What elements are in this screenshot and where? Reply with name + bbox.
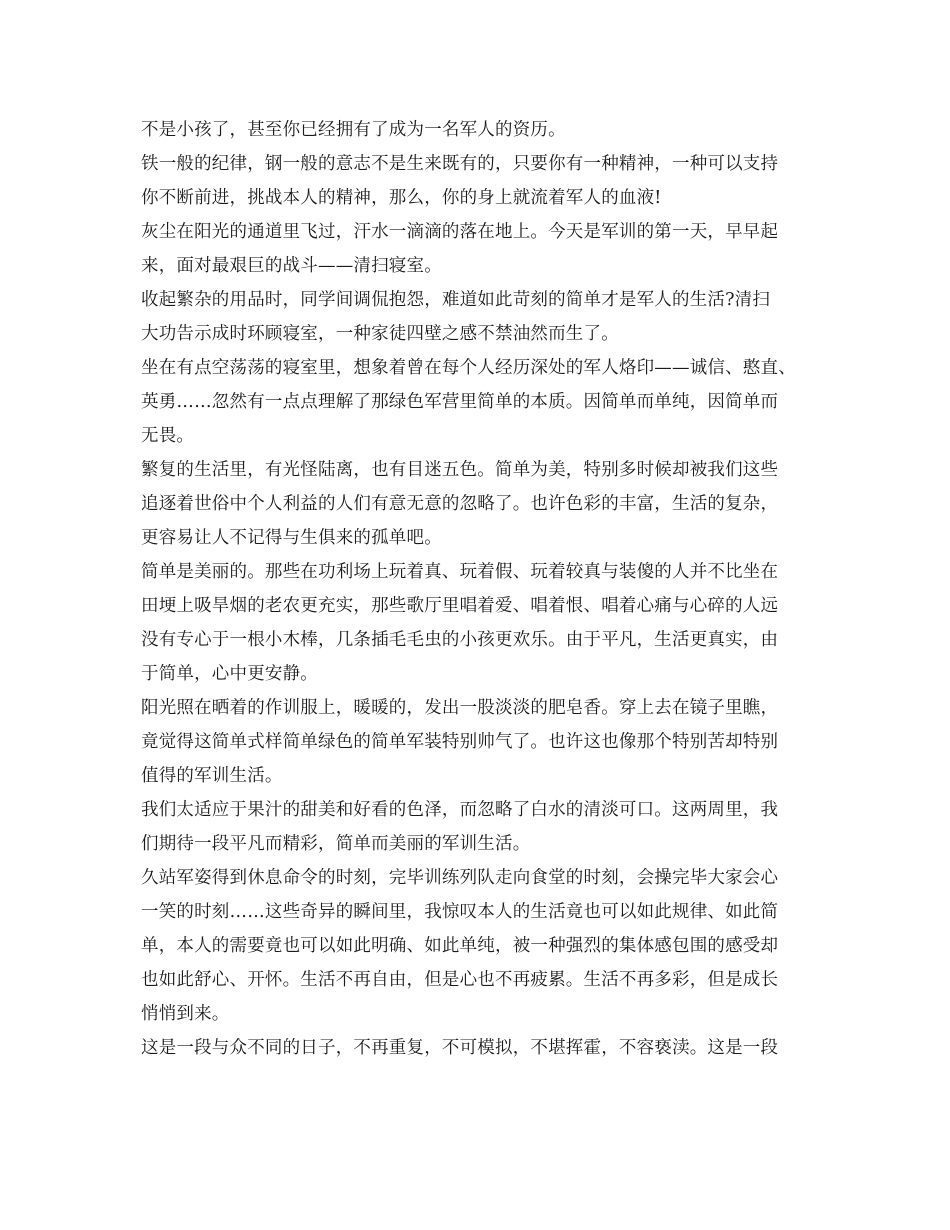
text-line: 坐在有点空荡荡的寝室里，想象着曾在每个人经历深处的军人烙印——诚信、憨直、 xyxy=(141,358,796,378)
text-line: 竟觉得这简单式样简单绿色的简单军装特别帅气了。也许这也像那个特别苦却特别 xyxy=(141,732,779,752)
text-line: 值得的军训生活。 xyxy=(141,766,283,786)
text-line: 悄悄到来。 xyxy=(141,1004,230,1024)
text-line: 不是小孩了，甚至你已经拥有了成为一名军人的资历。 xyxy=(141,120,566,140)
text-line: 于简单，心中更安静。 xyxy=(141,664,318,684)
text-line: 你不断前进，挑战本人的精神，那么，你的身上就流着军人的血液! xyxy=(141,188,662,208)
text-line: 田埂上吸旱烟的老农更充实，那些歌厅里唱着爱、唱着恨、唱着心痛与心碎的人远 xyxy=(141,596,779,616)
text-line: 繁复的生活里，有光怪陆离，也有目迷五色。简单为美，特别多时候却被我们这些 xyxy=(141,460,779,480)
text-line: 追逐着世俗中个人利益的人们有意无意的忽略了。也许色彩的丰富，生活的复杂， xyxy=(141,494,779,514)
text-line: 来，面对最艰巨的战斗——清扫寝室。 xyxy=(141,256,442,276)
text-line: 简单是美丽的。那些在功利场上玩着真、玩着假、玩着较真与装傻的人并不比坐在 xyxy=(141,562,779,582)
text-line: 英勇……忽然有一点点理解了那绿色军营里简单的本质。因简单而单纯，因简单而 xyxy=(141,392,779,412)
text-line: 灰尘在阳光的通道里飞过，汗水一滴滴的落在地上。今天是军训的第一天，早早起 xyxy=(141,222,779,242)
text-line: 收起繁杂的用品时，同学间调侃抱怨，难道如此苛刻的简单才是军人的生活?清扫 xyxy=(141,290,771,310)
text-line: 也如此舒心、开怀。生活不再自由，但是心也不再疲累。生活不再多彩，但是成长 xyxy=(141,970,779,990)
text-line: 更容易让人不记得与生俱来的孤单吧。 xyxy=(141,528,442,548)
text-line: 们期待一段平凡而精彩，简单而美丽的军训生活。 xyxy=(141,834,531,854)
text-line: 单，本人的需要竟也可以如此明确、如此单纯，被一种强烈的集体感包围的感受却 xyxy=(141,936,779,956)
text-line: 没有专心于一根小木棒，几条插毛毛虫的小孩更欢乐。由于平凡，生活更真实，由 xyxy=(141,630,779,650)
text-line: 我们太适应于果汁的甜美和好看的色泽，而忽略了白水的清淡可口。这两周里，我 xyxy=(141,800,779,820)
text-line: 一笑的时刻……这些奇异的瞬间里，我惊叹本人的生活竟也可以如此规律、如此简 xyxy=(141,902,779,922)
text-line: 大功告示成时环顾寝室，一种家徒四壁之感不禁油然而生了。 xyxy=(141,324,619,344)
text-line: 无畏。 xyxy=(141,426,195,446)
text-line: 这是一段与众不同的日子，不再重复，不可模拟，不堪挥霍，不容亵渎。这是一段 xyxy=(141,1038,779,1058)
text-line: 久站军姿得到休息命令的时刻，完毕训练列队走向食堂的时刻，会操完毕大家会心 xyxy=(141,868,779,888)
text-line: 铁一般的纪律，钢一般的意志不是生来既有的，只要你有一种精神，一种可以支持 xyxy=(141,154,779,174)
text-line: 阳光照在晒着的作训服上，暖暖的，发出一股淡淡的肥皂香。穿上去在镜子里瞧， xyxy=(141,698,779,718)
document-body xyxy=(141,113,821,1065)
